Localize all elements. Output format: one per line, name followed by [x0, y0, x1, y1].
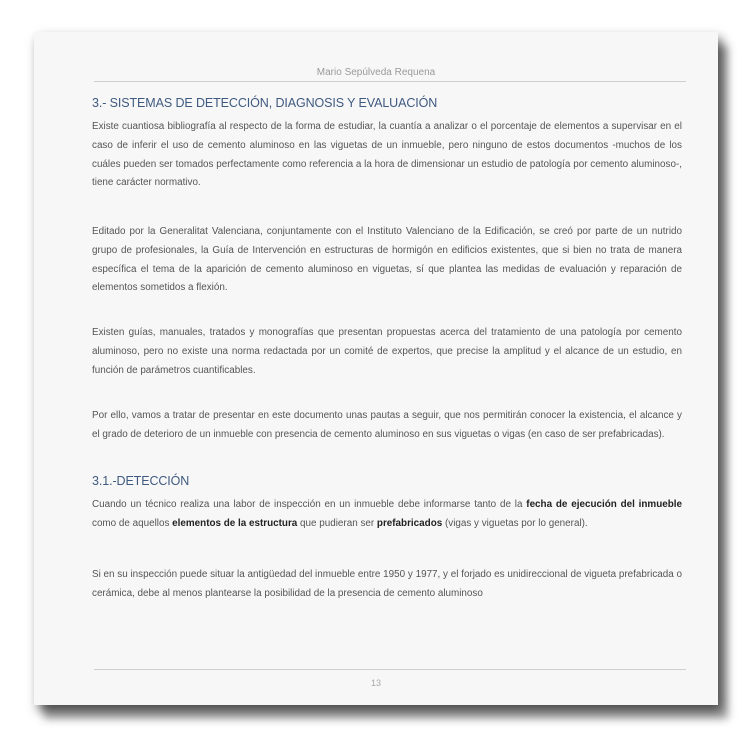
paragraph-5-text-1: Cuando un técnico realiza una labor de inspección en un inmueble debe informarse tanto de la	[92, 499, 527, 510]
paragraph-3: Existen guías, manuales, tratados y monografías que presentan propuestas acerca del tratamiento de una patología por cemento aluminoso, pero no existe una norma redactada por un comité de expertos, que precise la amplitud y el alcance de un estudio, en función de parámetros cuantificables.	[92, 327, 682, 376]
section-heading: 3.- SISTEMAS DE DETECCIÓN, DIAGNOSIS Y EVALUACIÓN	[92, 96, 438, 110]
paragraph-5-text-4: (vigas y viguetas por lo general).	[442, 517, 588, 529]
paragraph-5-text-2: como de aquellos	[92, 517, 173, 529]
paragraph-5-bold-1: fecha de ejecución del inmueble	[526, 499, 683, 510]
page-header-author: Mario Sepúlveda Requena	[316, 67, 436, 78]
subsection-heading: 3.1.-DETECCIÓN	[92, 474, 190, 488]
paragraph-2: Editado por la Generalitat Valenciana, conjuntamente con el Instituto Valenciano de la Edificación, se creó por parte de un nutrido grupo de profesionales, la Guía de Intervención en estructuras de hormigón en edificios existentes, que si bien no trata de manera específica el tema de la aparición de cemento aluminoso en viguetas, sí que plantea las medidas de evaluación y reparación de elementos sometidos a flexión.	[92, 226, 682, 294]
paragraph-6: Si en su inspección puede situar la antigüedad del inmueble entre 1950 y 1977, y el forjado es unidireccional de vigueta prefabricada o cerámica, debe al menos plantearse la posibilidad de la presencia de cemento aluminoso	[92, 569, 682, 599]
paragraph-1: Existe cuantiosa bibliografía al respecto de la forma de estudiar, la cuantía a analizar o el porcentaje de elementos a supervisar en el caso de inferir el uso de cemento aluminoso en las viguetas de un inmueble, pero ninguno de estos documentos -muchos de los cuáles pueden ser tomados perfectamente como referencia a la hora de dimensionar un estudio de patología por cemento aluminoso-, tiene carácter normativo.	[92, 121, 682, 189]
paragraph-5	[92, 496, 682, 534]
paragraph-5-bold-2: elementos de la estructura	[172, 517, 298, 529]
page-number: 13	[370, 678, 381, 688]
footer-rule	[94, 669, 686, 670]
document-page	[34, 32, 718, 705]
paragraph-5-bold-3: prefabricados	[376, 517, 443, 529]
header-rule	[94, 81, 686, 82]
paragraph-5-text-3: que pudieran ser	[297, 517, 377, 529]
paragraph-4: Por ello, vamos a tratar de presentar en este documento unas pautas a seguir, que nos permitirán conocer la existencia, el alcance y el grado de deterioro de un inmueble con presencia de cemento aluminoso en sus viguetas o vigas (en caso de ser prefabricadas).	[92, 410, 682, 440]
